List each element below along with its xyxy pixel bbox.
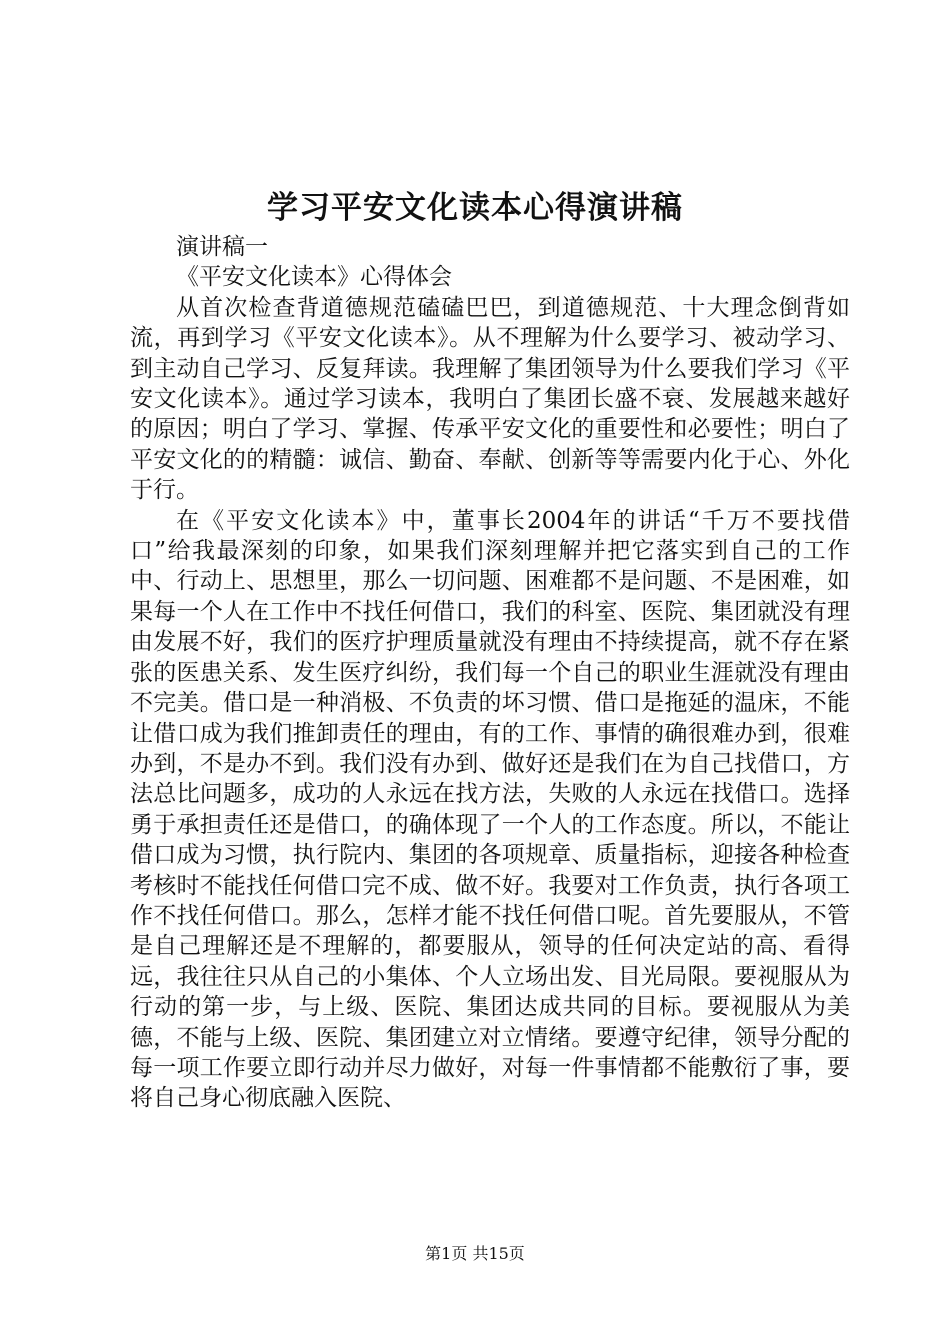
body-paragraph: 在《平安文化读本》中，董事长2004年的讲话“千万不要找借口”给我最深刻的印象，如果我们深刻理解并把它落实到自己的工作中、行动上、思想里，那么一切问题、困难都不是问题、不是困难，如果每一个人在工作中不找任何借口，我们的科室、医院、集团就没有理由发展不好，我们的医疗护理质量就没有理由不持续提高，就不存在紧张的医患关系、发生医疗纠纷，我们每一个自己的职业生涯就没有理由不完美。借口是一种消极、不负责的坏习惯、借口是拖延的温床，不能让借口成为我们推卸责任的理由，有的工作、事情的确很难办到，很难办到，不是办不到。我们没有办到、做好还是我们在为自己找借口，方法总比问题多，成功的人永远在找方法，失败的人永远在找借口。选择勇于承担责任还是借口，的确体现了一个人的工作态度。所以，不能让借口成为习惯，执行院内、集团的各项规章、质量指标，迎接各种检查考核时不能找任何借口完不成、做不好。我要对工作负责，执行各项工作不找任何借口。那么，怎样才能不找任何借口呢。首先要服从，不管是自己理解还是不理解的，都要服从，领导的任何决定站的高、看得远，我往往只从自己的小集体、个人立场出发、目光局限。要视服从为行动的第一步，与上级、医院、集团达成共同的目标。要视服从为美德，不能与上级、医院、集团建立对立情绪。要遵守纪律，领导分配的每一项工作要立即行动并尽力做好，对每一件事情都不能敷衍了事，要将自己身心彻底融入医院、 <box>130 507 850 1112</box>
body-paragraph: 从首次检查背道德规范磕磕巴巴，到道德规范、十大理念倒背如流，再到学习《平安文化读本》。从不理解为什么要学习、被动学习、到主动自己学习、反复拜读。我理解了集团领导为什么要我们学习《平安文化读本》。通过学习读本，我明白了集团长盛不衰、发展越来越好的原因；明白了学习、掌握、传承平安文化的重要性和必要性；明白了平安文化的的精髓：诚信、勤奋、奉献、创新等等需要内化于心、外化于行。 <box>130 294 850 504</box>
document-title: 学习平安文化读本心得演讲稿 <box>267 190 683 226</box>
page-footer: 第1页 共15页 <box>425 1244 525 1263</box>
subtitle-heading: 《平安文化读本》心得体会 <box>176 264 452 291</box>
document-body <box>130 232 850 1114</box>
section-heading: 演讲稿一 <box>176 234 268 260</box>
